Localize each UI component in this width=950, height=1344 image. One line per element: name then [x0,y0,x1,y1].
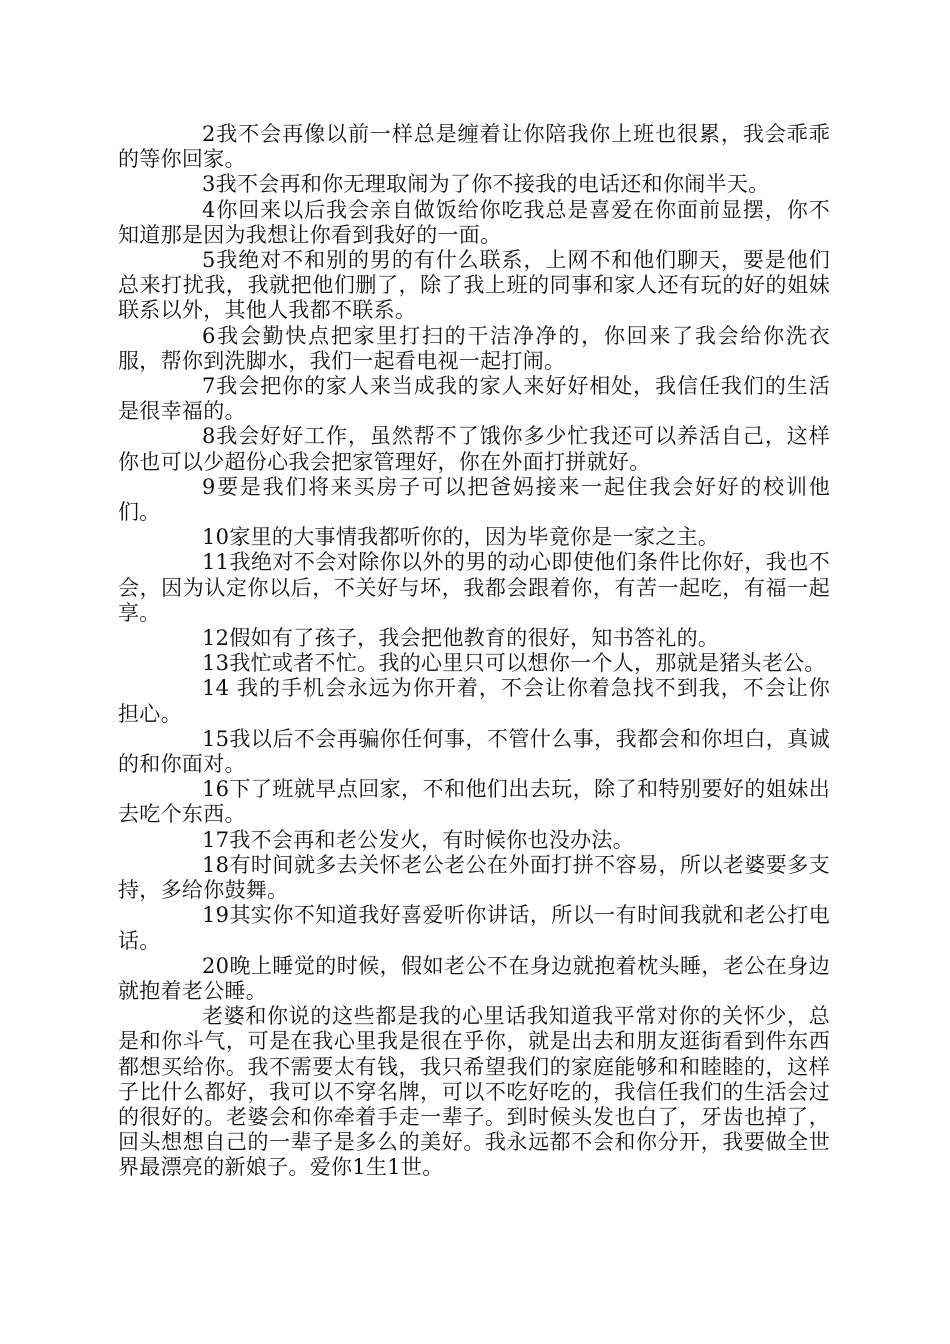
paragraph-6: 6我会勤快点把家里打扫的干洁净净的，你回来了我会给你洗衣服，帮你到洗脚水，我们一起看电视一起打闹。 [118,323,830,373]
paragraph-14: 14 我的手机会永远为你开着，不会让你着急找不到我，不会让你担心。 [118,676,830,726]
paragraph-16: 16下了班就早点回家，不和他们出去玩，除了和特别要好的姐妹出去吃个东西。 [118,777,830,827]
paragraph-5: 5我绝对不和别的男的有什么联系，上网不和他们聊天，要是他们总来打扰我，我就把他们删了，除了我上班的同事和家人还有玩的好的姐妹联系以外，其他人我都不联系。 [118,248,830,323]
paragraph-15: 15我以后不会再骗你任何事，不管什么事，我都会和你坦白，真诚的和你面对。 [118,726,830,777]
paragraph-2: 2我不会再像以前一样总是缠着让你陪我你上班也很累，我会乖乖的等你回家。 [118,122,830,172]
paragraph-11: 11我绝对不会对除你以外的男的动心即使他们条件比你好，我也不会，因为认定你以后，不关好与坏，我都会跟着你，有苦一起吃，有福一起享。 [118,550,830,625]
paragraph-9: 9要是我们将来买房子可以把爸妈接来一起住我会好好的校训他们。 [118,474,830,525]
paragraph-20: 20晚上睡觉的时候，假如老公不在身边就抱着枕头睡，老公在身边就抱着老公睡。 [118,953,830,1003]
paragraph-17: 17我不会再和老公发火，有时候你也没办法。 [202,827,635,852]
paragraph-8: 8我会好好工作，虽然帮不了饿你多少忙我还可以养活自己，这样你也可以少超份心我会把家管理好，你在外面打拼就好。 [118,424,830,474]
paragraph-13: 13我忙或者不忙。我的心里只可以想你一个人，那就是猪头老公。 [202,651,826,676]
paragraph-4: 4你回来以后我会亲自做饭给你吃我总是喜爱在你面前显摆，你不知道那是因为我想让你看到我好的一面。 [118,197,830,247]
document-body [118,122,830,1181]
paragraph-7: 7我会把你的家人来当成我的家人来好好相处，我信任我们的生活是很幸福的。 [118,374,830,424]
paragraph-3: 3我不会再和你无理取闹为了你不接我的电话还和你闹半天。 [202,172,770,197]
paragraph-10: 10家里的大事情我都听你的，因为毕竟你是一家之主。 [202,525,720,550]
paragraph-18: 18有时间就多去关怀老公老公在外面打拼不容易，所以老婆要多支持，多给你鼓舞。 [118,852,830,903]
paragraph-12: 12假如有了孩子，我会把他教育的很好，知书答礼的。 [202,626,720,651]
paragraph-closing: 老婆和你说的这些都是我的心里话我知道我平常对你的关怀少，总是和你斗气，可是在我心里我是很在乎你，就是出去和朋友逛街看到件东西都想买给你。我不需要太有钱，我只希望我们的家庭能够和和睦睦的，这样子比什么都好，我可以不穿名牌，可以不吃好吃的，我信任我们的生活会过的很好的。老婆会和你牵着手走一辈子。到时候头发也白了，牙齿也掉了，回头想想自己的一辈子是多么的美好。我永远都不会和你分开，我要做全世界最漂亮的新娘子。爱你1生1世。 [118,1004,830,1180]
paragraph-19: 19其实你不知道我好喜爱听你讲话，所以一有时间我就和老公打电话。 [118,903,830,953]
